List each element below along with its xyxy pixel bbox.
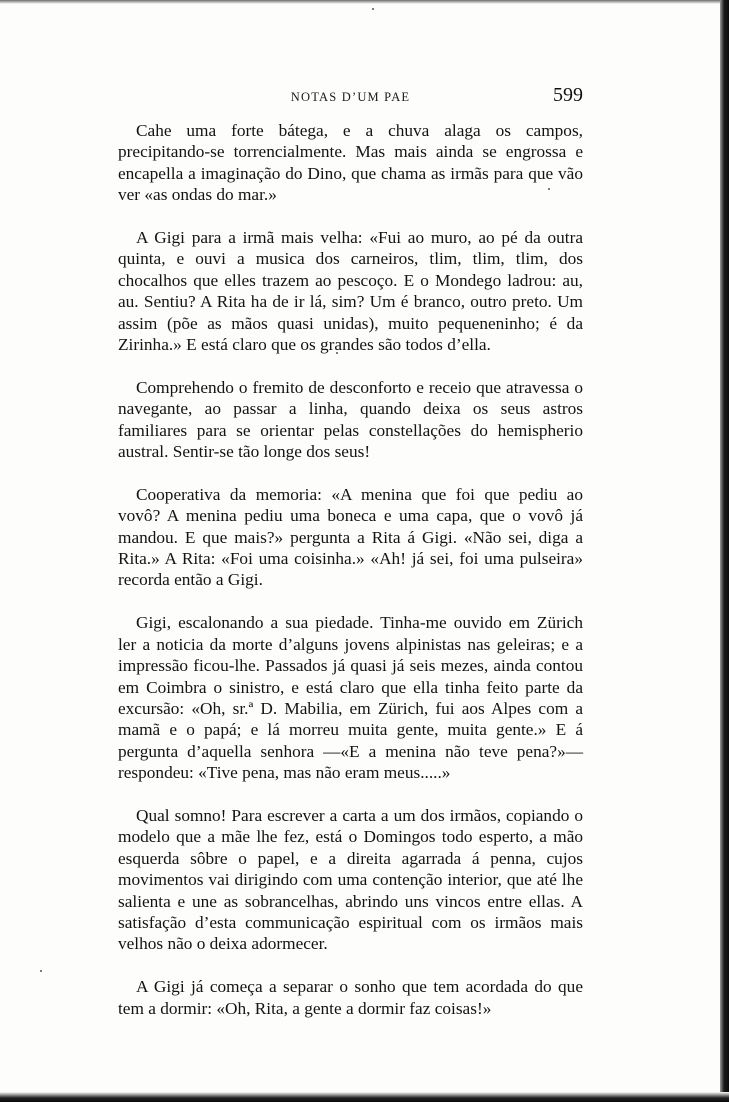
paragraph: A Gigi para a irmã mais velha: «Fui ao muro, ao pé da outra quinta, e ouvi a musica dos carneiros, tlim, tlim, tlim, dos chocalhos que elles trazem ao pescoço. E o Mondego ladrou: au, au. Sentiu? A Rita ha de ir lá, sim? Um é branco, outro preto. Um assim (põe as mãos quasi unidas), muito pequeneninho; é da Zirinha.» E está claro que os grandes são todos d’ella.: [118, 228, 583, 355]
paragraph: Cahe uma forte bátega, e a chuva alaga os campos, precipitando-se torrencialmente. Mas mais ainda se engrossa e encapella a imaginação do Dino, que chama as irmãs para que vão ver «as ondas do mar.»: [118, 121, 583, 205]
paragraph: Comprehendo o fremito de desconforto e receio que atravessa o navegante, ao passar a linha, quando deixa os seus astros familiares para se orientar pelas constellações do hemispherio austral. Sentir-se tão longe dos seus!: [118, 377, 583, 462]
running-title: NOTAS D’UM PAE: [290, 90, 411, 104]
scan-edge-top: [0, 0, 729, 4]
body-text: [118, 120, 583, 1019]
paragraph: Qual somno! Para escrever a carta a um dos irmãos, copiando o modelo que a mãe lhe fez, está o Domingos todo esperto, a mão esquerda sôbre o papel, e a direita agarrada á penna, cujos movimentos vai dirigindo com uma contenção interior, que até lhe salienta e une as sobrancelhas, abrindo uns vincos entre ellas. A satisfação d’esta communicação espiritual com os irmãos mais velhos não o deixa adormecer.: [118, 805, 583, 954]
scan-edge-right: [720, 0, 729, 1102]
scan-speck: [372, 8, 374, 10]
scan-speck: [40, 970, 42, 972]
scan-edge-bottom: [0, 1092, 729, 1102]
paragraph: A Gigi já começa a separar o sonho que tem acordada do que tem a dormir: «Oh, Rita, a gente a dormir faz coisas!»: [118, 977, 583, 1018]
paragraph: Cooperativa da memoria: «A menina que foi que pediu ao vovô? A menina pediu uma boneca e uma capa, que o vovô já mandou. E que mais?» pergunta a Rita á Gigi. «Não sei, diga a Rita.» A Rita: «Foi uma coisinha.» «Ah! já sei, foi uma pulseira» recorda então a Gigi.: [118, 484, 583, 590]
page-number: 599: [553, 84, 583, 106]
paragraph: Gigi, escalonando a sua piedade. Tinha-me ouvido em Zürich ler a noticia da morte d’alguns jovens alpinistas nas geleiras; e a impressão ficou-lhe. Passados já quasi já seis mezes, ainda contou em Coimbra o sinistro, e está claro que ella tinha feito parte da excursão: «Oh, sr.ª D. Mabilia, em Zürich, fui aos Alpes com a mamã e o papá; e lá morreu muita gente, muita gente.» E á pergunta d’aquella senhora —«E a menina não teve pena?»—respondeu: «Tive pena, mas não eram meus.....»: [118, 613, 583, 783]
running-head: [118, 84, 583, 114]
